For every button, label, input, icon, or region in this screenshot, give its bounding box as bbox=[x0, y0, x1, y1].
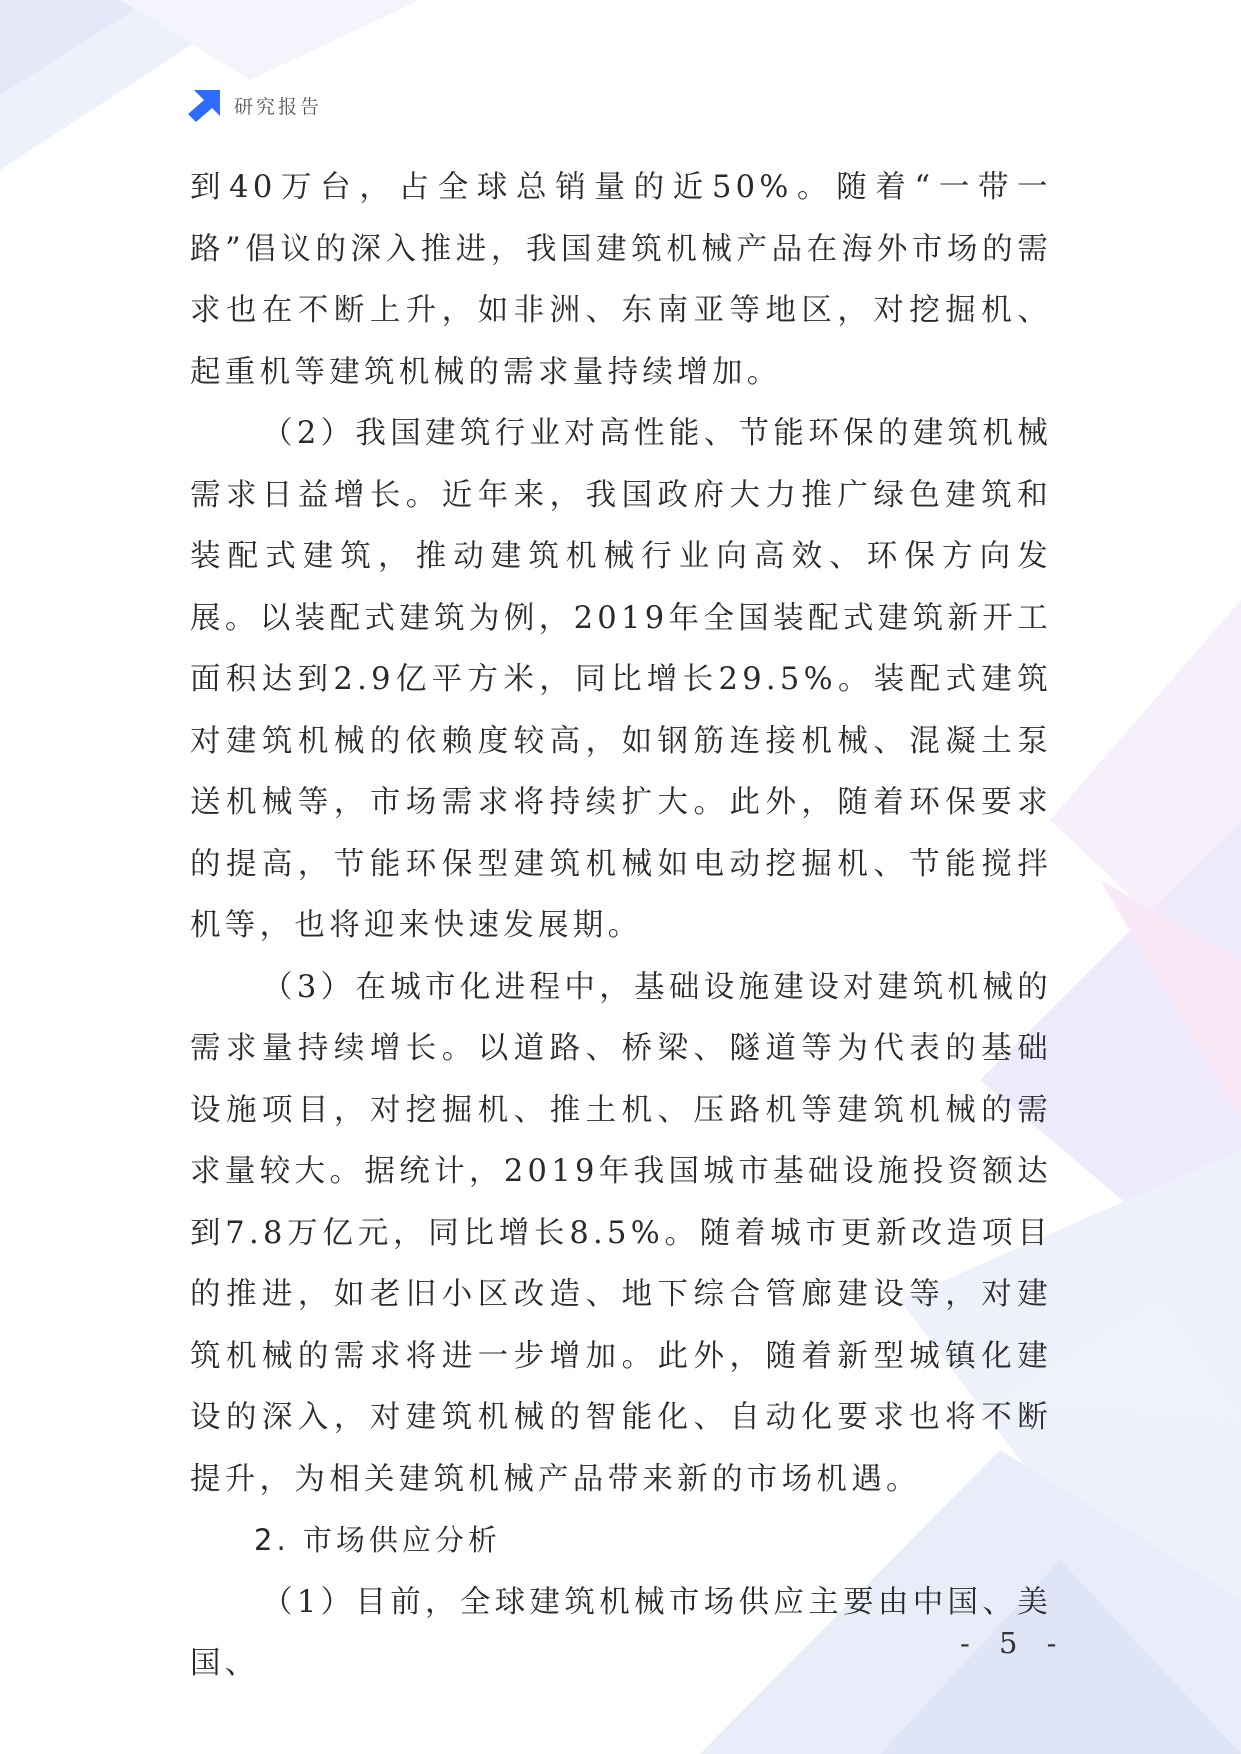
paragraph: 到40万台，占全球总销量的近50%。随着“一带一路”倡议的深入推进，我国建筑机械产品在海外市场的需求也在不断上升，如非洲、东南亚等地区，对挖掘机、起重机等建筑机械的需求量持续增加。 bbox=[190, 170, 1052, 390]
paragraph: （1）目前，全球建筑机械市场供应主要由中国、美国、 bbox=[190, 1584, 1052, 1681]
paragraph: （2）我国建筑行业对高性能、节能环保的建筑机械需求日益增长。近年来，我国政府大力推广绿色建筑和装配式建筑，推动建筑机械行业向高效、环保方向发展。以装配式建筑为例，2019年全国装配式建筑新开工面积达到2.9亿平方米，同比增长29.5%。装配式建筑对建筑机械的依赖度较高，如钢筋连接机械、混凝土泵送机械等，市场需求将持续扩大。此外，随着环保要求的提高，节能环保型建筑机械如电动挖掘机、节能搅拌机等，也将迎来快速发展期。 bbox=[190, 416, 1052, 943]
paragraph: （3）在城市化进程中，基础设施建设对建筑机械的需求量持续增长。以道路、桥梁、隧道等为代表的基础设施项目，对挖掘机、推土机、压路机等建筑机械的需求量较大。据统计，2019年我国城市基础设施投资额达到7.8万亿元，同比增长8.5%。随着城市更新改造项目的推进，如老旧小区改造、地下综合管廊建设等，对建筑机械的需求将进一步增加。此外，随着新型城镇化建设的深入，对建筑机械的智能化、自动化要求也将不断提升，为相关建筑机械产品带来新的市场机遇。 bbox=[190, 969, 1052, 1497]
page-number: - 5 - bbox=[960, 1626, 1067, 1660]
report-header bbox=[188, 88, 322, 122]
section-heading: 2. 市场供应分析 bbox=[254, 1523, 501, 1557]
header-label: 研究报告 bbox=[234, 95, 323, 118]
document-body bbox=[190, 157, 1052, 1695]
arrow-up-right-icon bbox=[188, 88, 222, 122]
